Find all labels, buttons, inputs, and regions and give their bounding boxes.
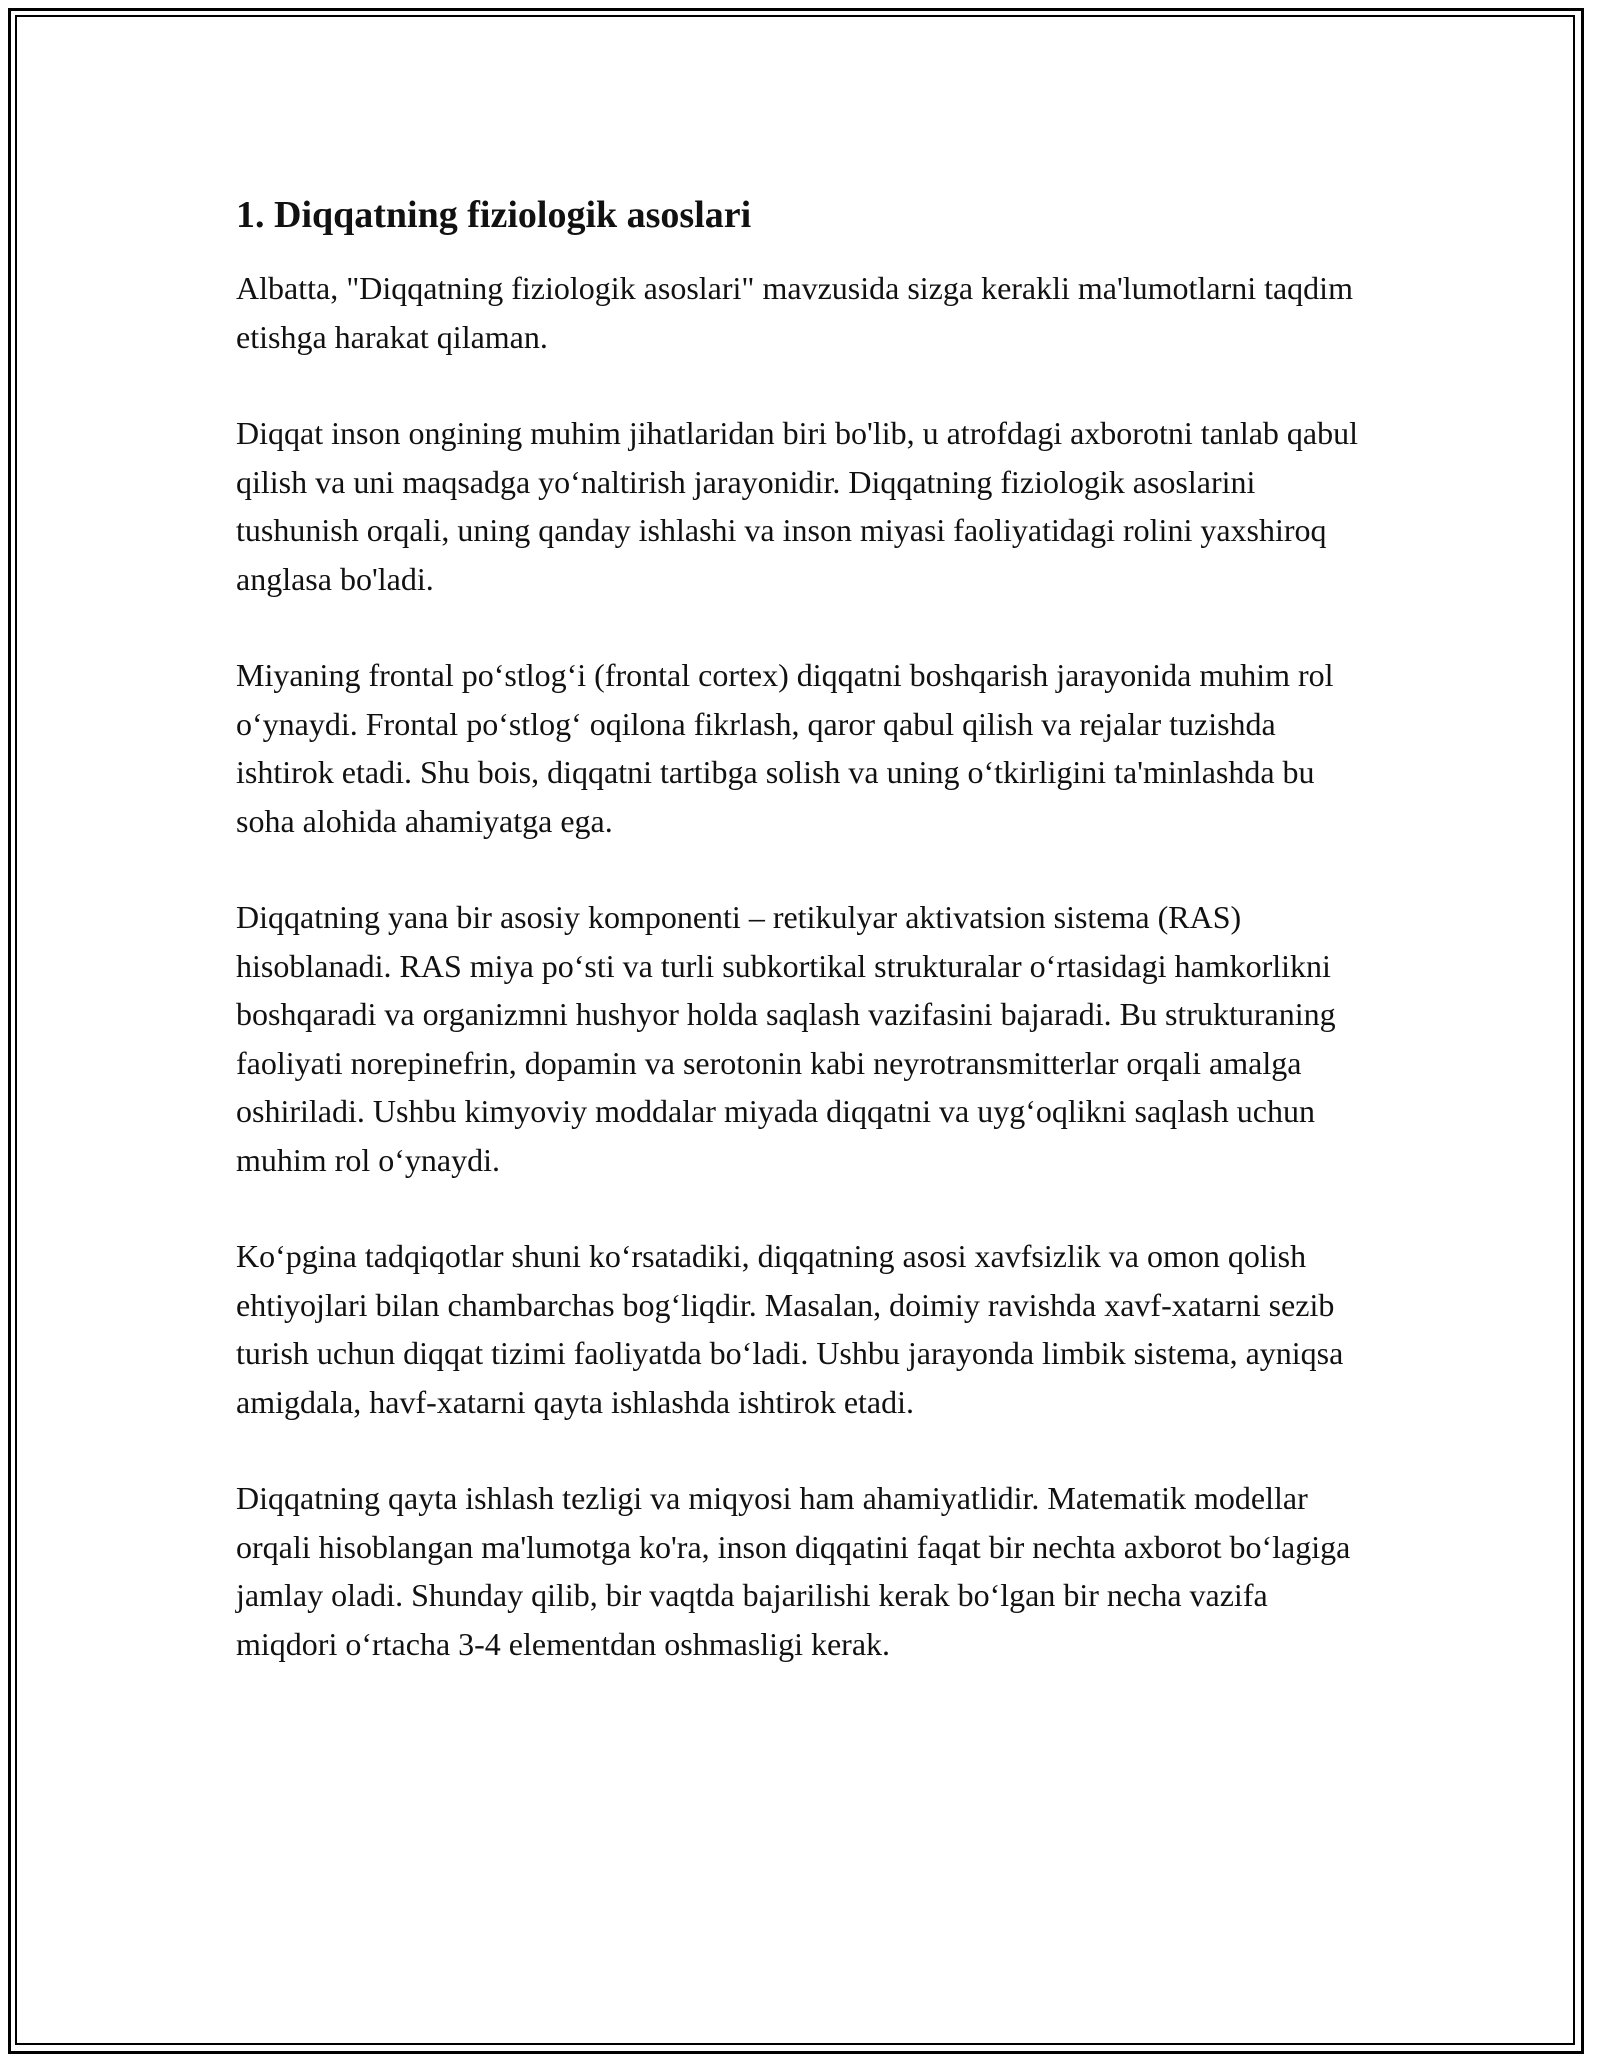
- document-body: [236, 188, 1376, 1668]
- paragraph-reticular-system: Diqqatning yana bir asosiy komponenti – retikulyar aktivatsion sistema (RAS) hisoblanadi. RAS miya po‘sti va turli subkortikal strukturalar o‘rtasidagi hamkorlikni boshqaradi va organizmni hushyor holda saqlash vazifasini bajaradi. Bu strukturaning faoliyati norepinefrin, dopamin va serotonin kabi neyrotransmitterlar orqali amalga oshiriladi. Ushbu kimyoviy moddalar miyada diqqatni va uyg‘oqlikni saqlash uchun muhim rol o‘ynaydi.: [236, 899, 1336, 1178]
- paragraph-survival-needs: Ko‘pgina tadqiqotlar shuni ko‘rsatadiki, diqqatning asosi xavfsizlik va omon qolish ehtiyojlari bilan chambarchas bog‘liqdir. Masalan, doimiy ravishda xavf-xatarni sezib turish uchun diqqat tizimi faoliyatda bo‘ladi. Ushbu jarayonda limbik sistema, ayniqsa amigdala, havf-xatarni qayta ishlashda ishtirok etadi.: [236, 1238, 1344, 1420]
- paragraph-frontal-cortex: Miyaning frontal po‘stlog‘i (frontal cortex) diqqatni boshqarish jarayonida muhim rol o‘ynaydi. Frontal po‘stlog‘ oqilona fikrlash, qaror qabul qilish va rejalar tuzishda ishtirok etadi. Shu bois, diqqatni tartibga solish va uning o‘tkirligini ta'minlashda bu soha alohida ahamiyatga ega.: [236, 657, 1334, 839]
- paragraph-processing-capacity: Diqqatning qayta ishlash tezligi va miqyosi ham ahamiyatlidir. Matematik modellar orqali hisoblangan ma'lumotga ko'ra, inson diqqatini faqat bir nechta axborot bo‘lagiga jamlay oladi. Shunday qilib, bir vaqtda bajarilishi kerak bo‘lgan bir necha vazifa miqdori o‘rtacha 3-4 elementdan oshmasligi kerak.: [236, 1480, 1351, 1662]
- document-title: 1. Diqqatning fiziologik asoslari: [236, 194, 752, 236]
- paragraph-intro: Albatta, "Diqqatning fiziologik asoslari" mavzusida sizga kerakli ma'lumotlarni taqdim etishga harakat qilaman.: [236, 270, 1353, 355]
- paragraph-attention-definition: Diqqat inson ongining muhim jihatlaridan biri bo'lib, u atrofdagi axborotni tanlab qabul qilish va uni maqsadga yo‘naltirish jarayonidir. Diqqatning fiziologik asoslarini tushunish orqali, uning qanday ishlashi va inson miyasi faoliyatidagi rolini yaxshiroq anglasa bo'ladi.: [236, 415, 1359, 597]
